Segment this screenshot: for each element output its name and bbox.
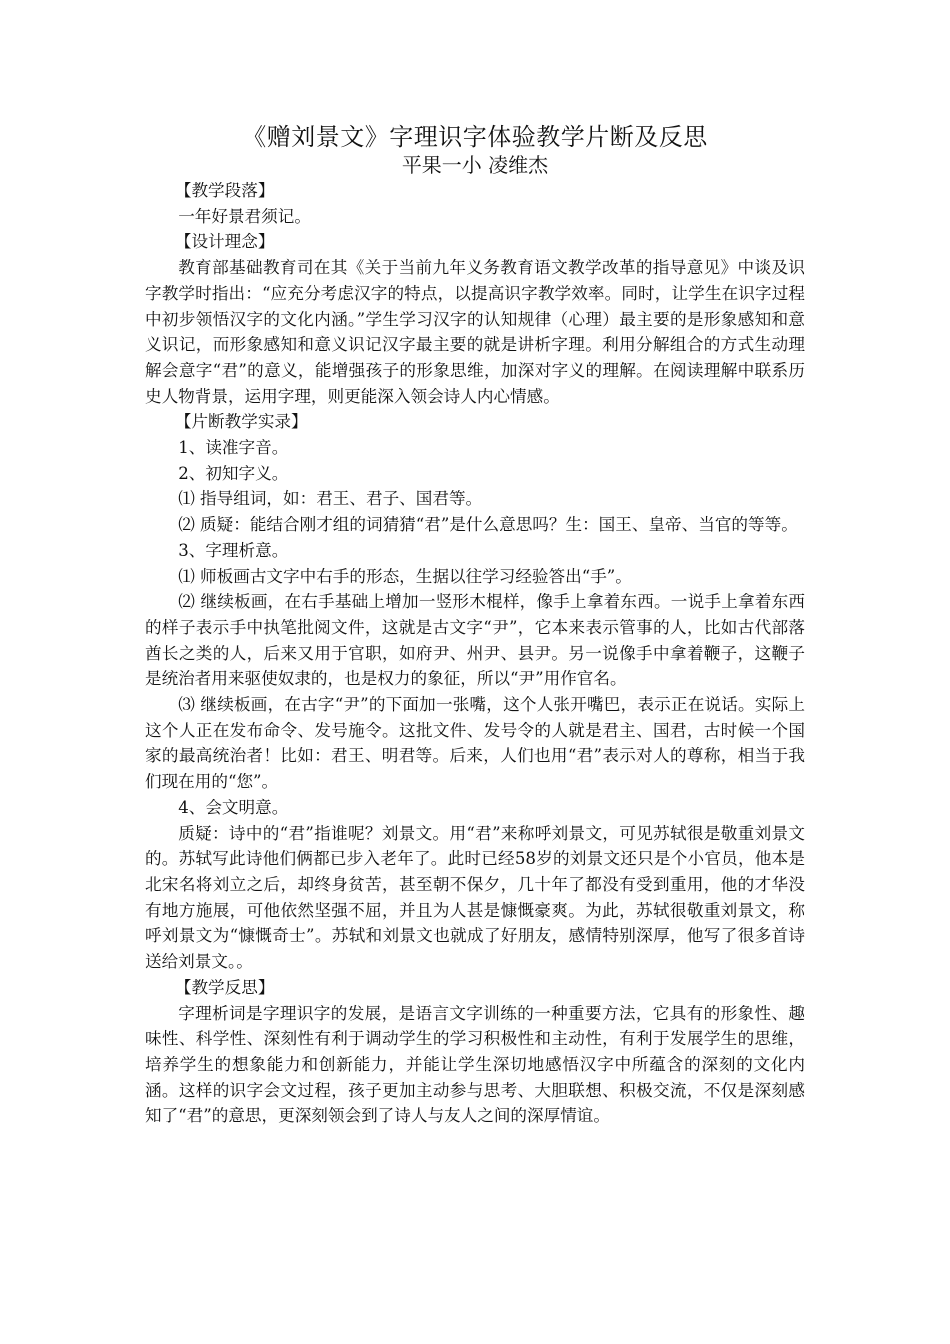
paragraph: 教育部基础教育司在其《关于当前九年义务教育语文教学改革的指导意见》中谈及识字教学时指出：“应充分考虑汉字的特点，以提高识字教学效率。同时，让学生在识字过程中初步领悟汉字的文化内涵。”学生学习汉字的认知规律（心理）最主要的是形象感知和意义识记，而形象感知和意义识记汉字最主要的就是讲析字理。利用分解组合的方式生动理解会意字“君”的意义，能增强孩子的形象思维，加深对字义的理解。在阅读理解中联系历史人物背景，运用字理，则更能深入领会诗人内心情感。 — [145, 258, 805, 406]
section-heading-teaching-passage: 【教学段落】 — [174, 181, 275, 200]
document-body — [145, 178, 805, 1129]
paragraph: ⑶ 继续板画，在古字“尹”的下面加一张嘴，这个人张开嘴巴，表示正在说话。实际上这个人正在发布命令、发号施令。这批文件、发号令的人就是君主、国君，古时候一个国家的最高统治者！比如：君王、明君等。后来，人们也用“君”表示对人的尊称，相当于我们现在用的“您”。 — [145, 695, 805, 792]
paragraph: 3、字理析意。 — [178, 540, 289, 560]
paragraph: ⑴ 师板画古文字中右手的形态，生据以往学习经验答出“手”。 — [178, 566, 632, 586]
document-author: 平果一小 凌维杰 — [401, 153, 549, 177]
paragraph: 一年好景君须记。 — [178, 206, 311, 226]
paragraph: ⑵ 质疑：能结合刚才组的词猜猜“君”是什么意思吗？生：国王、皇帝、当官的等等。 — [178, 515, 798, 535]
section-heading-teaching-record: 【片断教学实录】 — [174, 412, 308, 432]
paragraph: 字理析词是字理识字的发展，是语言文字训练的一种重要方法，它具有的形象性、趣味性、科学性、深刻性有利于调动学生的学习积极性和主动性，有利于发展学生的思维，培养学生的想象能力和创新能力，并能让学生深切地感悟汉字中所蕴含的深刻的文化内涵。这样的识字会文过程，孩子更加主动参与思考、大胆联想、积极交流，不仅是深刻感知了“君”的意思，更深刻领会到了诗人与友人之间的深厚情谊。 — [145, 1003, 805, 1126]
document-title: 《赠刘景文》字理识字体验教学片断及反思 — [242, 123, 708, 151]
paragraph: ⑴ 指导组词，如：君王、君子、国君等。 — [178, 489, 483, 509]
paragraph: 4、会文明意。 — [178, 797, 289, 817]
section-heading-design-concept: 【设计理念】 — [174, 232, 275, 252]
paragraph: 质疑：诗中的“君”指谁呢？刘景文。用“君”来称呼刘景文，可见苏轼很是敬重刘景文的。苏轼写此诗他们俩都已步入老年了。此时已经58岁的刘景文还只是个小官员，他本是北宋名将刘立之后，却终身贫苦，甚至朝不保夕，几十年了都没有受到重用，他的才华没有地方施展，可他依然坚强不屈，并且为人甚是慷慨豪爽。为此，苏轼很敬重刘景文，称呼刘景文为“慷慨奇士”。苏轼和刘景文也就成了好朋友，感情特别深厚，他写了很多首诗送给刘景文。。 — [145, 823, 805, 972]
section-heading-teaching-reflection: 【教学反思】 — [174, 977, 275, 997]
paragraph: 2、初知字义。 — [178, 463, 289, 483]
paragraph: ⑵ 继续板画，在右手基础上增加一竖形木棍样，像手上拿着东西。一说手上拿着东西的样子表示手中执笔批阅文件，这就是古文字“尹”，它本来表示管事的人，比如古代部落酋长之类的人，后来又用于官职，如府尹、州尹、县尹。另一说像手中拿着鞭子，这鞭子是统治者用来驱使奴隶的，也是权力的象征，所以“尹”用作官名。 — [145, 592, 805, 689]
paragraph: 1、读准字音。 — [178, 438, 289, 458]
